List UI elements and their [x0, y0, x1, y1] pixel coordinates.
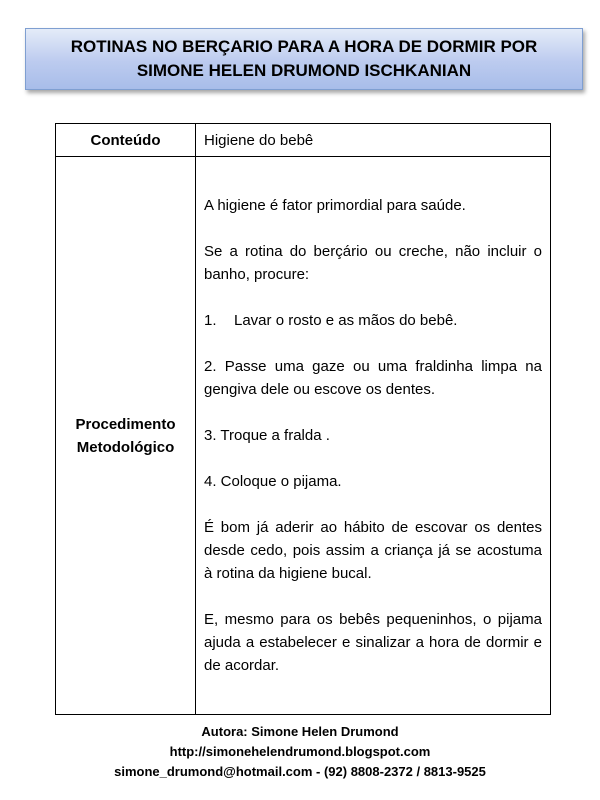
intro-paragraph-2: Se a rotina do berçário ou creche, não incluir o banho, procure:	[204, 243, 542, 283]
intro-paragraph-1: A higiene é fator primordial para saúde.	[204, 197, 466, 214]
list-item-3: 3. Troque a fralda .	[204, 427, 330, 444]
content-table	[55, 123, 551, 715]
footer-contact: simone_drumond@hotmail.com - (92) 8808-2372 / 8813-9525	[114, 764, 486, 779]
title-line-1: ROTINAS NO BERÇARIO PARA A HORA DE DORMIR POR	[70, 37, 538, 56]
conteudo-value: Higiene do bebê	[196, 124, 551, 157]
list-item-4: 4. Coloque o pijama.	[204, 473, 342, 490]
table-row-conteudo	[56, 124, 551, 157]
footer-blog: http://simonehelendrumond.blogspot.com	[169, 744, 431, 759]
list-item-1-text: Lavar o rosto e as mãos do bebê.	[234, 312, 458, 329]
closing-paragraph-1: É bom já aderir ao hábito de escovar os dentes desde cedo, pois assim a criança já se acostuma à rotina da higiene bucal.	[204, 519, 542, 582]
footer-credits	[0, 722, 600, 782]
list-item-1-number: 1.	[204, 312, 217, 329]
closing-paragraph-2: E, mesmo para os bebês pequeninhos, o pijama ajuda a estabelecer e sinalizar a hora de dormir e de acordar.	[204, 611, 542, 674]
procedimento-content	[196, 157, 551, 715]
table-row-procedimento	[56, 157, 551, 715]
procedimento-label-line-1: Procedimento	[75, 415, 176, 433]
list-item-2: 2. Passe uma gaze ou uma fraldinha limpa na gengiva dele ou escove os dentes.	[204, 358, 542, 398]
list-item-1	[204, 309, 542, 332]
procedimento-label	[56, 157, 196, 715]
title-line-2: SIMONE HELEN DRUMOND ISCHKANIAN	[136, 61, 472, 80]
conteudo-label: Conteúdo	[56, 124, 196, 157]
footer-author: Autora: Simone Helen Drumond	[201, 724, 399, 739]
document-title-banner	[25, 28, 583, 90]
procedimento-label-line-2: Metodológico	[76, 438, 175, 456]
